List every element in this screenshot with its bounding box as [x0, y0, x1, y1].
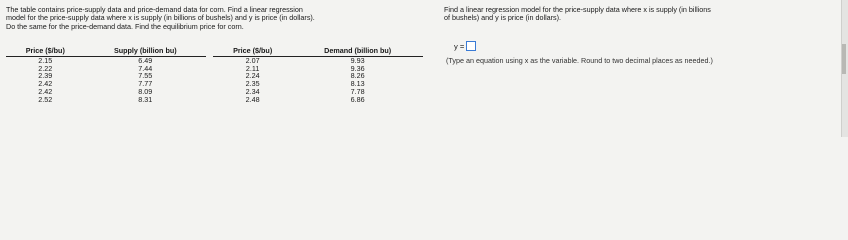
subquestion-text — [444, 6, 834, 23]
table-cell: 9.93 — [350, 55, 365, 65]
answer-input[interactable] — [466, 41, 476, 51]
table-row — [213, 56, 423, 64]
table-cell: 7.44 — [138, 63, 153, 73]
table-row — [213, 65, 423, 73]
table-cell: 2.11 — [245, 63, 260, 73]
table-row — [6, 88, 206, 96]
column-header: Price ($/bu) — [6, 47, 85, 56]
table-cell: 9.36 — [350, 63, 365, 73]
table-cell: 2.24 — [245, 71, 260, 81]
table-cell: 2.42 — [38, 79, 53, 89]
subquestion-line: of bushels) and y is price (in dollars). — [444, 13, 562, 23]
table-cell: 2.34 — [245, 87, 260, 97]
price-demand-table — [213, 47, 423, 104]
subquestion-line: Find a linear regression model for the price-supply data where x is supply (in billions — [444, 5, 711, 14]
table-cell: 2.35 — [245, 79, 260, 89]
column-header: Demand (billion bu) — [292, 47, 423, 56]
table-row — [6, 56, 206, 64]
table-cell: 2.48 — [245, 95, 260, 105]
table-cell: 2.07 — [245, 55, 260, 65]
table-cell: 2.52 — [38, 95, 53, 105]
table-cell: 6.49 — [138, 55, 153, 65]
table-row — [6, 96, 206, 104]
table-cell: 8.09 — [138, 87, 153, 97]
table-cell: 2.39 — [38, 71, 53, 81]
column-header: Price ($/bu) — [213, 47, 292, 56]
column-header: Supply (billion bu) — [85, 47, 206, 56]
answer-prefix: y = — [454, 41, 465, 51]
table-row — [213, 80, 423, 88]
table-cell: 7.55 — [138, 71, 153, 81]
table-row — [213, 88, 423, 96]
question-line: Do the same for the price-demand data. Find the equilibrium price for corn. — [6, 21, 244, 31]
table-cell: 8.31 — [138, 95, 153, 105]
table-cell: 2.22 — [38, 63, 53, 73]
question-line: The table contains price-supply data and price-demand data for corn. Find a linear regression — [6, 5, 303, 14]
table-cell: 2.42 — [38, 87, 53, 97]
table-cell: 7.77 — [138, 79, 153, 89]
table-row — [6, 80, 206, 88]
question-line: model for the price-supply data where x is supply (in billions of bushels) and y is price (in dollars). — [6, 13, 315, 23]
table-cell: 6.86 — [350, 95, 365, 105]
table-cell: 2.15 — [38, 55, 53, 65]
table-row — [6, 65, 206, 73]
table-row — [213, 96, 423, 104]
price-supply-table — [6, 47, 206, 104]
table-row — [213, 72, 423, 80]
answer-hint: (Type an equation using x as the variable. Round to two decimal places as needed.) — [446, 56, 713, 65]
scrollbar-handle[interactable] — [842, 44, 846, 74]
answer-row — [454, 41, 476, 51]
table-cell: 8.13 — [350, 79, 365, 89]
table-row — [6, 72, 206, 80]
table-cell: 8.26 — [350, 71, 365, 81]
table-cell: 7.78 — [350, 87, 365, 97]
question-text — [6, 6, 426, 31]
